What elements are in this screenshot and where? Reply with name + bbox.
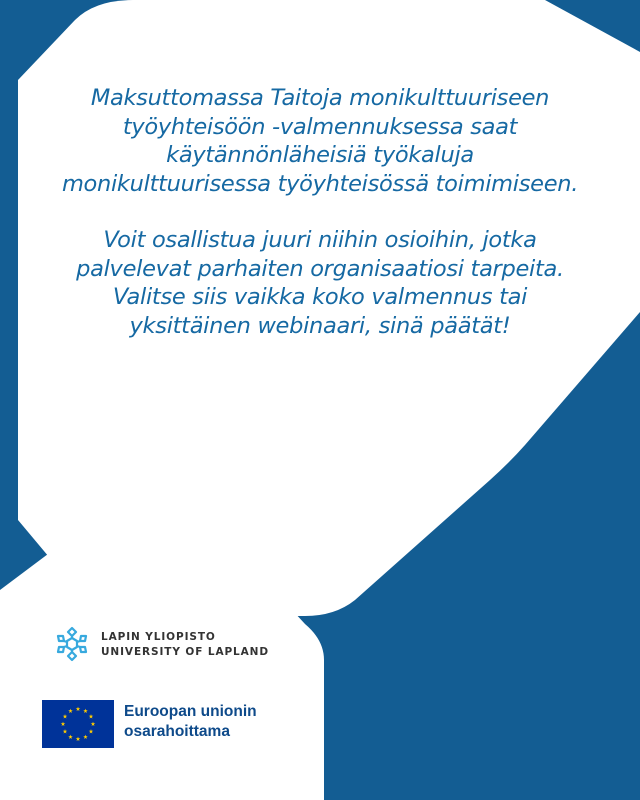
eu-funding-logo [42, 700, 322, 748]
main-text-block [60, 84, 580, 340]
university-name-fi: LAPIN YLIOPISTO [101, 631, 216, 643]
eu-flag-icon [42, 700, 114, 748]
university-name [101, 630, 269, 660]
university-of-lapland-logo [52, 624, 302, 664]
eu-funding-text [124, 702, 257, 742]
eu-funding-line1: Euroopan unionin [124, 703, 257, 720]
university-name-en: UNIVERSITY OF LAPLAND [101, 646, 269, 658]
eu-funding-line2: osarahoittama [124, 723, 230, 740]
intro-paragraph: Maksuttomassa Taitoja monikulttuuriseen työyhteisöön -valmennuksessa saat käytännönläheisiä työkaluja monikulttuurisessa työyhteisössä toimimiseen. [61, 85, 579, 197]
participation-paragraph: Voit osallistua juuri niihin osioihin, jotka palvelevat parhaiten organisaatiosi tarpeita. Valitse siis vaikka koko valmennus tai yksittäinen webinaari, sinä päätät! [76, 227, 564, 339]
snowflake-icon [52, 624, 92, 664]
